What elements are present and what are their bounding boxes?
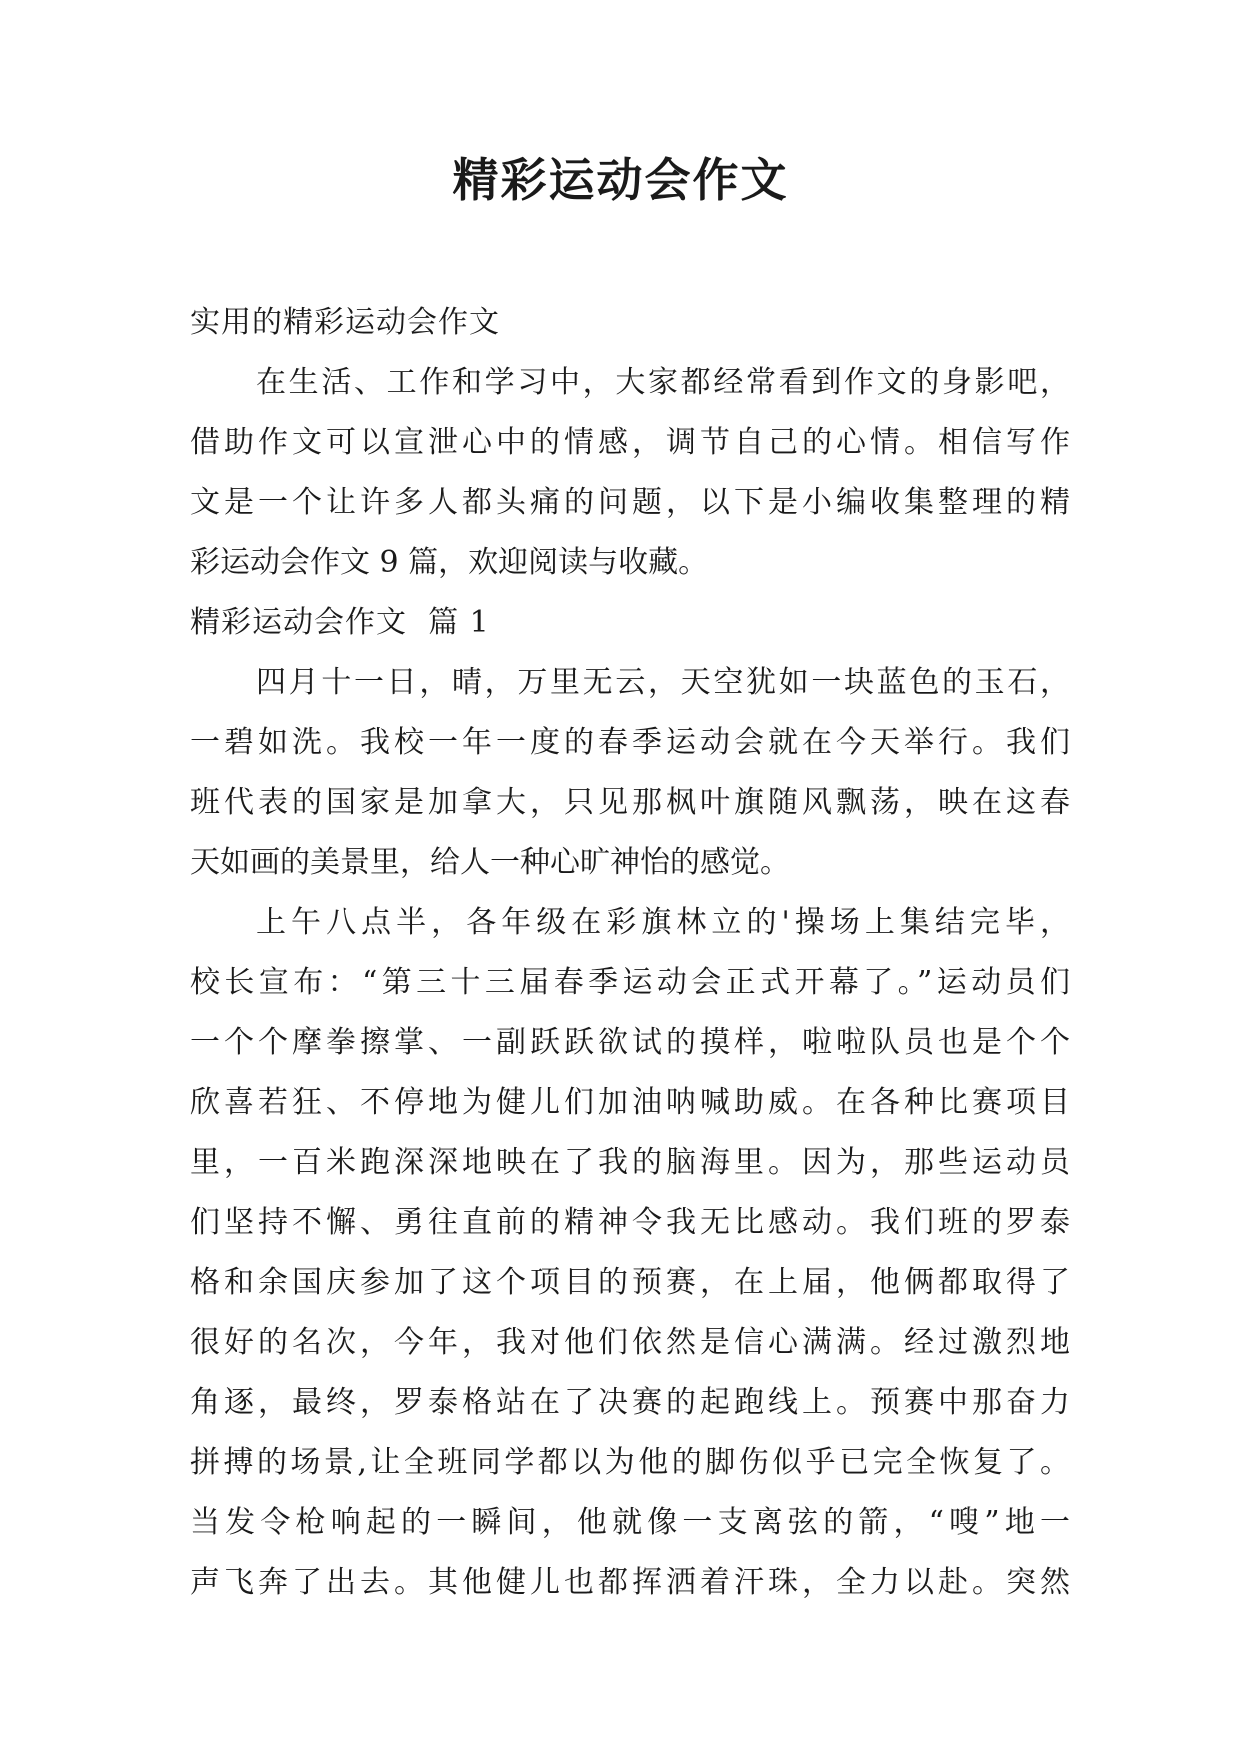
- text-line: 里，一百米跑深深地映在了我的脑海里。因为，那些运动员: [190, 1145, 1070, 1180]
- paragraph-1: [190, 653, 1070, 893]
- text-line: 一个个摩拳擦掌、一副跃跃欲试的摸样，啦啦队员也是个个: [190, 1025, 1070, 1060]
- text-line: 一碧如洗。我校一年一度的春季运动会就在今天举行。我们: [190, 725, 1070, 760]
- text-line: 班代表的国家是加拿大，只见那枫叶旗随风飘荡，映在这春: [190, 785, 1070, 820]
- intro-paragraph: [190, 353, 1070, 593]
- document-body: [190, 293, 1070, 1613]
- document-title: 精彩运动会作文: [452, 153, 789, 207]
- text-line: 彩运动会作文 9 篇，欢迎阅读与收藏。: [190, 545, 709, 580]
- text-line: 文是一个让许多人都头痛的问题，以下是小编收集整理的精: [190, 485, 1070, 520]
- paragraph-2: [190, 893, 1070, 1613]
- document-subtitle: 实用的精彩运动会作文: [190, 305, 500, 340]
- text-line: 借助作文可以宣泄心中的情感，调节自己的心情。相信写作: [190, 425, 1070, 460]
- text-line: 校长宣布：“第三十三届春季运动会正式开幕了。”运动员们: [190, 965, 1070, 1000]
- text-line: 拼搏的场景,让全班同学都以为他的脚伤似乎已完全恢复了。: [190, 1445, 1070, 1480]
- text-line: 格和余国庆参加了这个项目的预赛，在上届，他俩都取得了: [190, 1265, 1070, 1300]
- text-line: 欣喜若狂、不停地为健儿们加油呐喊助威。在各种比赛项目: [190, 1085, 1070, 1120]
- text-line: 角逐，最终，罗泰格站在了决赛的起跑线上。预赛中那奋力: [190, 1385, 1070, 1420]
- text-line: 声飞奔了出去。其他健儿也都挥洒着汗珠，全力以赴。突然: [190, 1565, 1070, 1600]
- text-line: 上午八点半，各年级在彩旗林立的'操场上集结完毕，: [256, 905, 1070, 940]
- text-line: 当发令枪响起的一瞬间，他就像一支离弦的箭，“嗖”地一: [190, 1505, 1070, 1540]
- section-heading: 精彩运动会作文 篇 1: [190, 605, 490, 640]
- text-line: 在生活、工作和学习中，大家都经常看到作文的身影吧，: [256, 365, 1070, 400]
- text-line: 四月十一日，晴，万里无云，天空犹如一块蓝色的玉石，: [256, 665, 1070, 700]
- text-line: 很好的名次，今年，我对他们依然是信心满满。经过激烈地: [190, 1325, 1070, 1360]
- text-line: 们坚持不懈、勇往直前的精神令我无比感动。我们班的罗泰: [190, 1205, 1070, 1240]
- text-line: 天如画的美景里，给人一种心旷神怡的感觉。: [190, 845, 790, 880]
